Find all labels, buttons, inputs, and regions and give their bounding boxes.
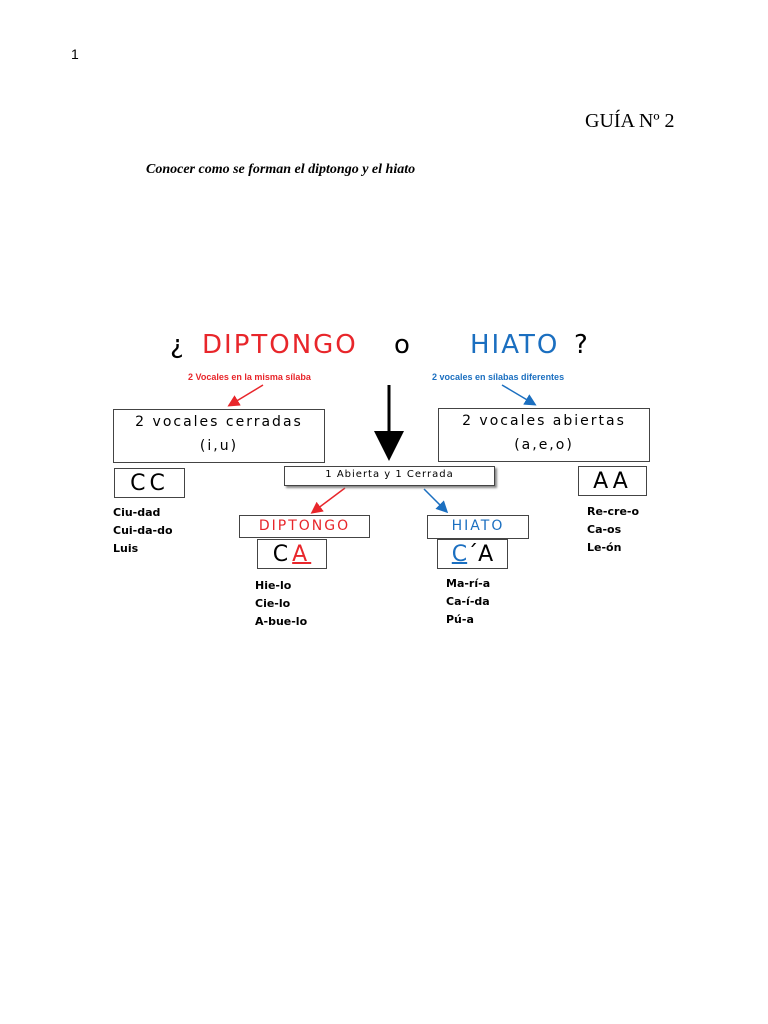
- hiato-examples: [446, 575, 490, 629]
- mixed-vowels-box: [284, 466, 495, 486]
- closed-vowels-box: [113, 409, 325, 463]
- open-vowels-list: (a,e,o): [514, 437, 574, 453]
- aa-examples: [587, 503, 639, 557]
- diptongo-example: Hie-lo: [255, 579, 292, 592]
- objective-text: Conocer como se forman el diptongo y el hiato: [146, 162, 416, 177]
- c-accent-a-box: [437, 539, 508, 569]
- page-number: 1: [71, 46, 79, 62]
- diptongo-title: DIPTONGO: [202, 330, 358, 360]
- hiato-title: HIATO: [470, 330, 560, 360]
- ca-consonant: C: [272, 541, 293, 567]
- mixed-vowels-text: 1 Abierta y 1 Cerrada: [325, 469, 454, 480]
- hiato-caption: 2 vocales en sílabas diferentes: [432, 372, 565, 382]
- c-accent-consonant: C: [451, 541, 468, 567]
- aa-example: Le-ón: [587, 541, 622, 554]
- blue-arrow-right: [502, 385, 534, 404]
- diptongo-example: A-bue-lo: [255, 615, 308, 628]
- question-close: ?: [574, 330, 590, 360]
- diptongo-examples: [255, 577, 307, 631]
- aa-box: AA: [578, 466, 647, 496]
- guide-title: GUÍA Nº 2: [585, 110, 675, 132]
- cc-example: Cui-da-do: [113, 524, 173, 537]
- hiato-example: Ma-rí-a: [446, 577, 491, 590]
- closed-vowels-text: 2 vocales cerradas: [135, 414, 303, 430]
- hiato-example: Pú-a: [446, 613, 474, 626]
- ca-vowel: A: [292, 541, 312, 567]
- aa-example: Re-cre-o: [587, 505, 640, 518]
- accent-mark: ´: [467, 541, 479, 567]
- cc-examples: [113, 504, 173, 558]
- blue-arrow-hiato: [424, 489, 446, 511]
- closed-vowels-list: (i,u): [199, 438, 239, 454]
- diptongo-box-label: DIPTONGO: [258, 518, 351, 534]
- diptongo-example: Cie-lo: [255, 597, 291, 610]
- cc-example: Ciu-dad: [113, 506, 161, 519]
- diptongo-box: [239, 515, 370, 538]
- c-accent-vowel: A: [478, 541, 494, 567]
- hiato-example: Ca-í-da: [446, 595, 490, 608]
- cc-box: CC: [114, 468, 185, 498]
- aa-example: Ca-os: [587, 523, 622, 536]
- hiato-box: [427, 515, 529, 539]
- red-arrow-diptongo: [313, 488, 345, 512]
- connector-word: o: [394, 330, 412, 360]
- ca-box: [257, 539, 327, 569]
- open-vowels-box: [438, 408, 650, 462]
- diptongo-caption: 2 Vocales en la misma sílaba: [188, 372, 311, 382]
- red-arrow-left: [230, 385, 263, 405]
- open-vowels-text: 2 vocales abiertas: [462, 413, 626, 429]
- cc-example: Luis: [113, 542, 139, 555]
- hiato-box-label: HIATO: [451, 518, 505, 534]
- question-open: ¿: [170, 330, 186, 360]
